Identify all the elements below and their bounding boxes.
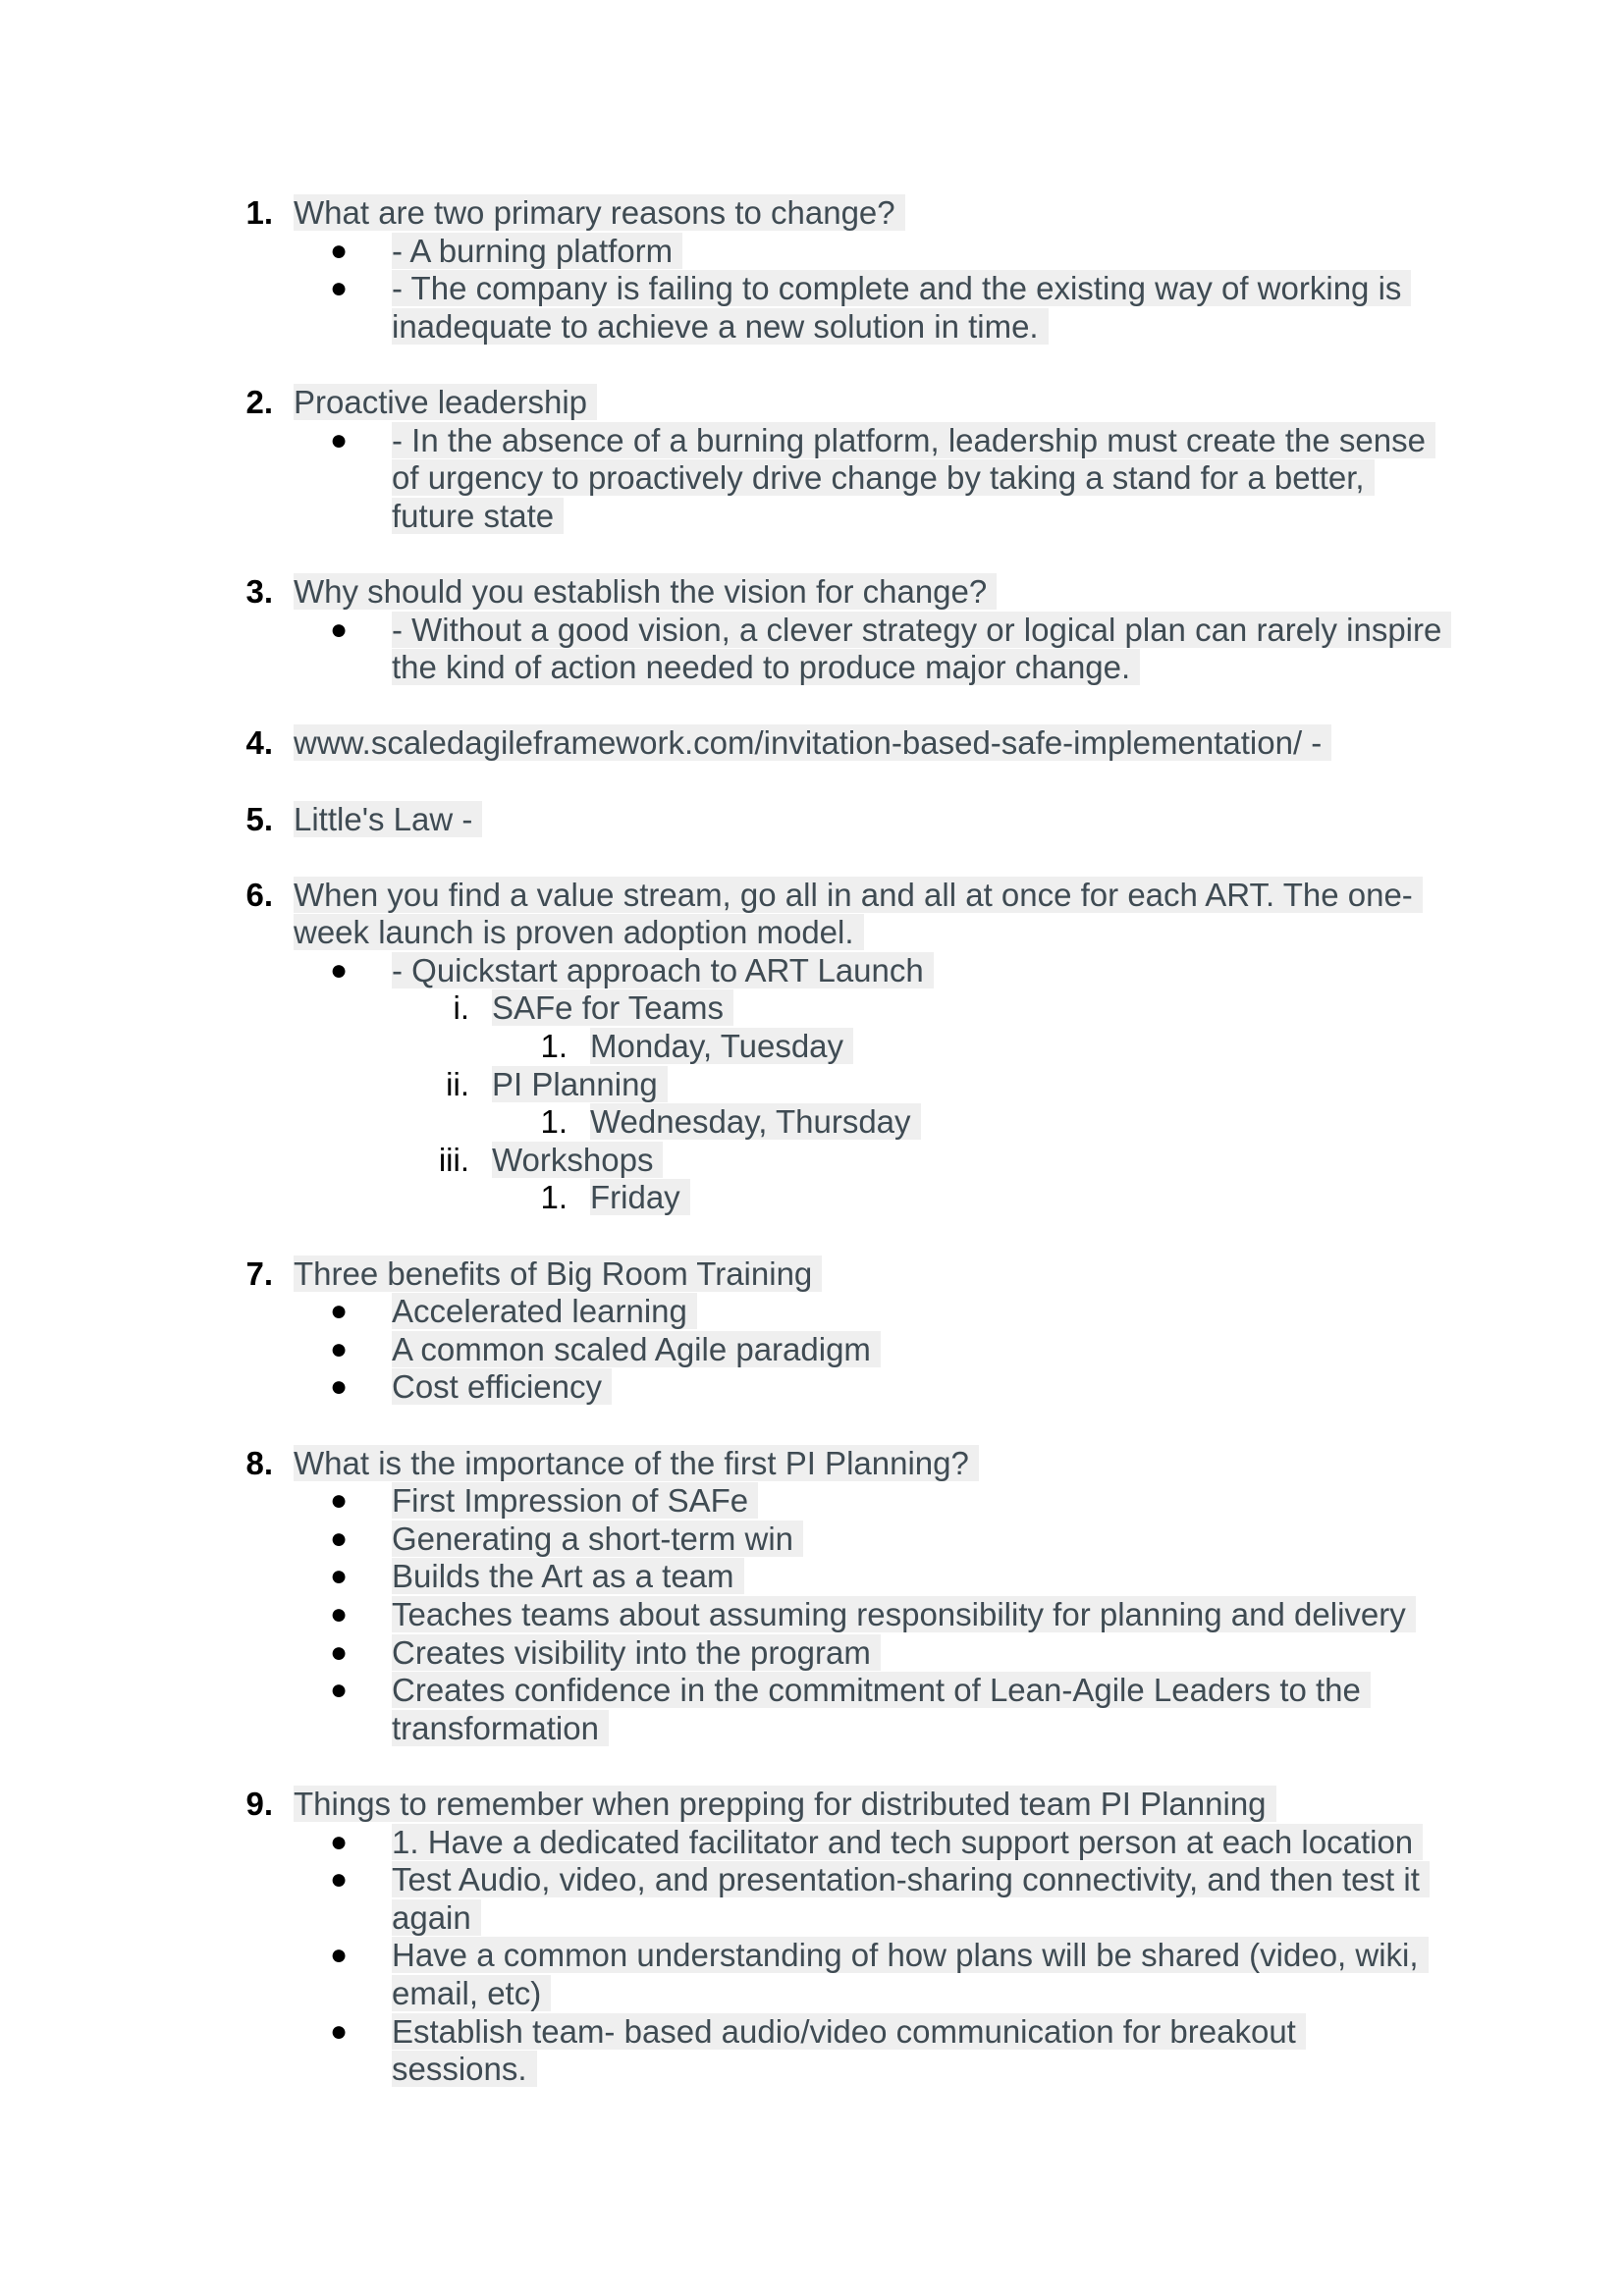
highlighted-text: - Quickstart approach to ART Launch (392, 952, 934, 988)
sub-numbered-item (0, 1103, 1623, 1142)
numbered-item (0, 194, 1623, 233)
highlighted-text: Proactive leadership (294, 384, 597, 420)
highlighted-text: Three benefits of Big Room Training (294, 1255, 822, 1292)
bullet-item (0, 1634, 1623, 1673)
highlighted-text: www.scaledagileframework.com/invitation-based-safe-implementation/ - (294, 724, 1331, 761)
spacer (0, 346, 1623, 384)
spacer (0, 535, 1623, 573)
roman-item (0, 989, 1623, 1028)
list-item-text (392, 2013, 1442, 2089)
highlighted-text: Have a common understanding of how plans will be shared (video, wiki, email, etc) (392, 1937, 1429, 2011)
list-item-text (590, 1028, 1434, 1066)
highlighted-text: - Without a good vision, a clever strategy or logical plan can rarely inspire the kind of action needed to produce major change. (392, 612, 1451, 686)
highlighted-text: Establish team- based audio/video communication for breakout sessions. (392, 2013, 1306, 2088)
highlighted-text: Friday (590, 1179, 690, 1215)
list-number: 1. (245, 194, 273, 231)
list-number: iii. (438, 1141, 469, 1178)
highlighted-text: Generating a short-term win (392, 1521, 803, 1557)
list-item-text (392, 1521, 1442, 1559)
sub-numbered-item (0, 1028, 1623, 1066)
list-number: 8. (245, 1444, 273, 1481)
list-number: 1. (540, 1028, 568, 1065)
bullet-item (0, 1861, 1623, 1937)
highlighted-text: PI Planning (492, 1066, 668, 1102)
list-item-text (392, 1824, 1442, 1862)
bullet-icon: ● (329, 272, 349, 305)
list-item-text (590, 1103, 1434, 1142)
bullet-icon: ● (329, 1674, 349, 1707)
list-item-text (392, 1596, 1442, 1634)
list-number: 1. (540, 1179, 568, 1216)
bullet-icon: ● (329, 1939, 349, 1972)
sub-numbered-item (0, 1179, 1623, 1217)
highlighted-text: Monday, Tuesday (590, 1028, 853, 1064)
highlighted-text: - In the absence of a burning platform, leadership must create the sense of urgency to proactively drive change by taking a stand for a better, future state (392, 422, 1435, 534)
list-number: 6. (245, 876, 273, 913)
bullet-icon: ● (329, 1863, 349, 1896)
list-item-text (294, 194, 1442, 233)
bullet-icon: ● (329, 1825, 349, 1858)
list-number: 7. (245, 1255, 273, 1292)
highlighted-text: Accelerated learning (392, 1293, 697, 1329)
numbered-item (0, 1445, 1623, 1483)
bullet-icon: ● (329, 2014, 349, 2048)
numbered-item (0, 801, 1623, 839)
list-number: 9. (245, 1785, 273, 1822)
highlighted-text: Why should you establish the vision for change? (294, 573, 997, 610)
list-number: 2. (245, 383, 273, 420)
highlighted-text: Teaches teams about assuming responsibility for planning and delivery (392, 1596, 1416, 1632)
list-item-text (392, 952, 1442, 990)
list-item-text (294, 877, 1442, 952)
bullet-item (0, 952, 1623, 990)
list-item-text (392, 1368, 1442, 1407)
bullet-icon: ● (329, 1522, 349, 1555)
list-item-text (392, 1861, 1442, 1937)
bullet-item (0, 1331, 1623, 1369)
list-item-text (392, 270, 1442, 346)
list-item-text (392, 422, 1442, 536)
list-item-text (392, 612, 1442, 687)
list-item-text (492, 1142, 1434, 1180)
highlighted-text: SAFe for Teams (492, 989, 733, 1026)
bullet-item (0, 612, 1623, 687)
highlighted-text: First Impression of SAFe (392, 1482, 758, 1519)
list-item-text (294, 1255, 1442, 1294)
list-item-text (392, 1331, 1442, 1369)
numbered-item (0, 724, 1623, 763)
bullet-icon: ● (329, 1332, 349, 1365)
bullet-icon: ● (329, 1635, 349, 1669)
bullet-icon: ● (329, 1597, 349, 1630)
bullet-item (0, 233, 1623, 271)
bullet-icon: ● (329, 1484, 349, 1518)
list-item-text (294, 384, 1442, 422)
numbered-item (0, 1255, 1623, 1294)
highlighted-text: Builds the Art as a team (392, 1558, 744, 1594)
numbered-item (0, 384, 1623, 422)
highlighted-text: Little's Law - (294, 801, 482, 837)
highlighted-text: Things to remember when prepping for distributed team PI Planning (294, 1786, 1276, 1822)
bullet-item (0, 1672, 1623, 1747)
highlighted-text: What is the importance of the first PI Planning? (294, 1445, 979, 1481)
bullet-item (0, 1368, 1623, 1407)
numbered-item (0, 1786, 1623, 1824)
numbered-item (0, 877, 1623, 952)
bullet-icon: ● (329, 234, 349, 267)
spacer (0, 1407, 1623, 1445)
bullet-icon: ● (329, 1370, 349, 1404)
highlighted-text: A common scaled Agile paradigm (392, 1331, 881, 1367)
list-number: 3. (245, 572, 273, 610)
highlighted-text: - A burning platform (392, 233, 682, 269)
highlighted-text: - The company is failing to complete and the existing way of working is inadequate to achieve a new solution in time. (392, 270, 1411, 345)
highlighted-text: Test Audio, video, and presentation-sharing connectivity, and then test it again (392, 1861, 1430, 1936)
spacer (0, 687, 1623, 725)
bullet-item (0, 1521, 1623, 1559)
bullet-icon: ● (329, 1560, 349, 1593)
list-item-text (294, 801, 1442, 839)
numbered-item (0, 573, 1623, 612)
spacer (0, 1217, 1623, 1255)
highlighted-text: What are two primary reasons to change? (294, 194, 905, 231)
document-body (0, 194, 1623, 2089)
bullet-icon: ● (329, 613, 349, 646)
spacer (0, 763, 1623, 801)
highlighted-text: Workshops (492, 1142, 663, 1178)
list-item-text (392, 1293, 1442, 1331)
list-item-text (492, 989, 1434, 1028)
highlighted-text: Cost efficiency (392, 1368, 612, 1405)
list-number: 5. (245, 800, 273, 837)
highlighted-text: When you find a value stream, go all in and all at once for each ART. The one-week launch is proven adoption model. (294, 877, 1423, 951)
bullet-item (0, 2013, 1623, 2089)
list-item-text (294, 573, 1442, 612)
spacer (0, 838, 1623, 877)
highlighted-text: Creates visibility into the program (392, 1634, 881, 1671)
bullet-item (0, 1937, 1623, 2012)
list-item-text (392, 1634, 1442, 1673)
roman-item (0, 1142, 1623, 1180)
highlighted-text: Wednesday, Thursday (590, 1103, 921, 1140)
list-item-text (590, 1179, 1434, 1217)
list-number: ii. (446, 1065, 469, 1102)
bullet-item (0, 1596, 1623, 1634)
list-number: i. (453, 989, 469, 1027)
list-number: 1. (540, 1103, 568, 1141)
list-item-text (392, 1558, 1442, 1596)
bullet-icon: ● (329, 953, 349, 987)
bullet-item (0, 1293, 1623, 1331)
list-item-text (294, 724, 1442, 763)
roman-item (0, 1066, 1623, 1104)
bullet-item (0, 1558, 1623, 1596)
highlighted-text: 1. Have a dedicated facilitator and tech support person at each location (392, 1824, 1423, 1860)
bullet-icon: ● (329, 1295, 349, 1328)
bullet-icon: ● (329, 423, 349, 456)
spacer (0, 1747, 1623, 1786)
list-item-text (392, 1937, 1442, 2012)
highlighted-text: Creates confidence in the commitment of Lean-Agile Leaders to the transformation (392, 1672, 1371, 1746)
bullet-item (0, 270, 1623, 346)
list-number: 4. (245, 724, 273, 762)
list-item-text (294, 1786, 1442, 1824)
list-item-text (392, 1482, 1442, 1521)
bullet-item (0, 1482, 1623, 1521)
list-item-text (294, 1445, 1442, 1483)
list-item-text (492, 1066, 1434, 1104)
bullet-item (0, 1824, 1623, 1862)
list-item-text (392, 1672, 1442, 1747)
bullet-item (0, 422, 1623, 536)
list-item-text (392, 233, 1442, 271)
